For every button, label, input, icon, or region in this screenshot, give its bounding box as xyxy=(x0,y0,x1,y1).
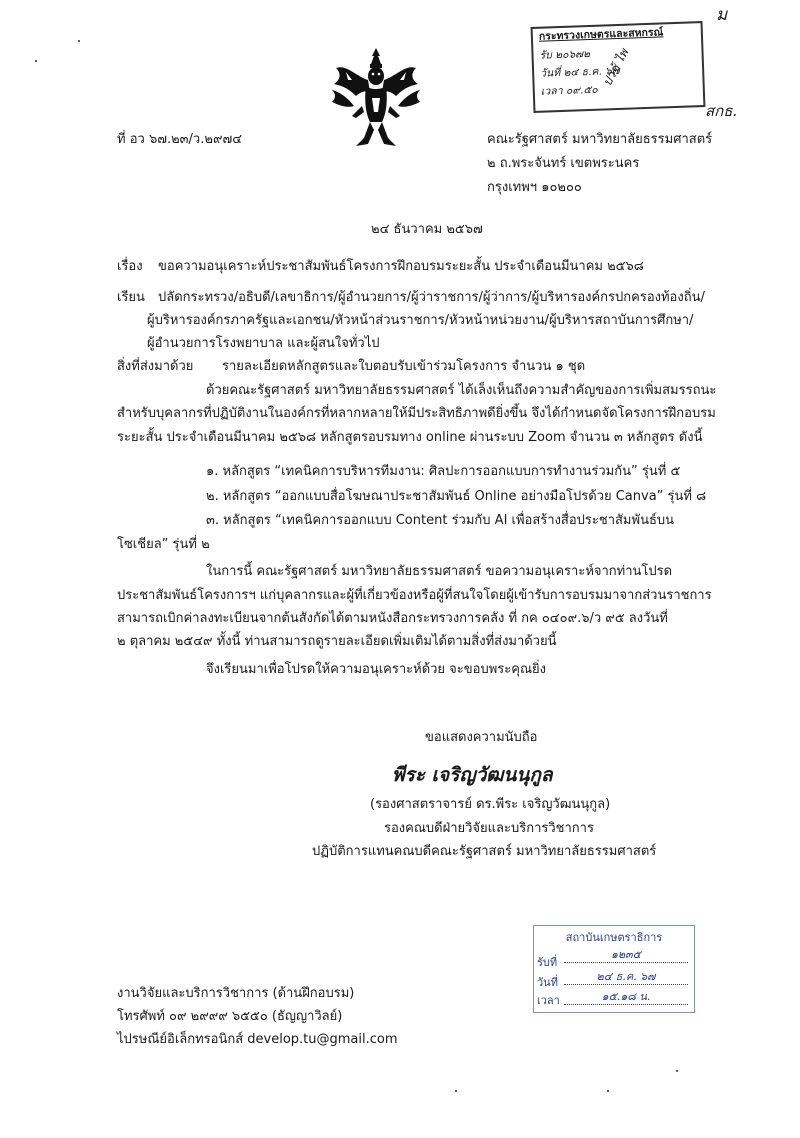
recipient-line-3: ผู้อำนวยการโรงพยาบาล และผู้สนใจทั่วไป xyxy=(147,336,380,351)
recipient-line-1: ปลัดกระทรวง/อธิบดี/เลขาธิการ/ผู้อำนวยการ/ผู้ว่าราชการ/ผู้ว่าการ/ผู้บริหารองค์กรปกครองท้องถิ่น/ xyxy=(158,290,705,305)
institute-stamp-date-value: ๒๔ ธ.ค. ๖๗ xyxy=(564,970,688,985)
paragraph-1-line-3: ระยะสั้น ประจำเดือนมีนาคม ๒๕๖๘ หลักสูตรอบรมทาง online ผ่านระบบ Zoom จำนวน ๓ หลักสูตร ดังนี้ xyxy=(117,430,703,445)
stamp-signature: ปวช้ ไพ xyxy=(600,46,632,89)
enclosure-label: สิ่งที่ส่งมาด้วย xyxy=(117,359,194,374)
institute-stamp-date-label: วันที่ xyxy=(537,976,558,989)
closing-line: จึงเรียนมาเพื่อโปรดให้ความอนุเคราะห์ด้วย จะขอบพระคุณยิ่ง xyxy=(206,662,546,677)
course-item-2: ๒. หลักสูตร “ออกแบบสื่อโฆษณาประชาสัมพันธ์ Online อย่างมือโปรด้วย Canva” รุ่นที่ ๘ xyxy=(206,489,707,504)
subject-text: ขอความอนุเคราะห์ประชาสัมพันธ์โครงการฝึกอบรมระยะสั้น ประจำเดือนมีนาคม ๒๕๖๘ xyxy=(158,259,644,274)
recipient-label: เรียน xyxy=(117,290,145,305)
paragraph-2-line-2: ประชาสัมพันธ์โครงการฯ แก่บุคลากรและผู้ที่เกี่ยวข้องหรือผู้ที่สนใจโดยผู้เข้ารับการอบรมมาจากส่วนราชการ xyxy=(117,588,712,603)
corner-handwritten-mark: ม xyxy=(716,5,728,25)
scan-speck xyxy=(35,60,37,62)
margin-handwritten-note: สกธ. xyxy=(705,102,738,120)
stamp-receive-date: วันที่ ๒๔ ธ.ค. ๖๗ xyxy=(539,64,620,80)
scan-speck xyxy=(78,40,80,42)
organization-address-line-1: ๒ ถ.พระจันทร์ เขตพระนคร xyxy=(487,156,640,171)
contact-email: ไปรษณีย์อิเล็กทรอนิกส์ develop.tu@gmail.com xyxy=(117,1032,398,1047)
institute-stamp-time-label: เวลา xyxy=(537,994,560,1007)
institute-stamp-time-value: ๑๕.๑๘ น. xyxy=(564,990,688,1005)
institute-stamp-receive-value: ๑๒๓๕ xyxy=(564,948,688,963)
signatory-name: (รองศาสตราจารย์ ดร.พีระ เจริญวัฒนนุกูล) xyxy=(370,797,611,812)
stamp-receive-number: รับ ๒๐๖๗๒ xyxy=(539,47,591,62)
paragraph-1-line-1: ด้วยคณะรัฐศาสตร์ มหาวิทยาลัยธรรมศาสตร์ ได้เล็งเห็นถึงความสำคัญของการเพิ่มสมรรถนะ xyxy=(206,383,717,398)
handwritten-signature: พีระ เจริญวัฒนนุกูล xyxy=(392,764,553,786)
enclosure-text: รายละเอียดหลักสูตรและใบตอบรับเข้าร่วมโครงการ จำนวน ๑ ชุด xyxy=(222,359,586,374)
signatory-position-1: รองคณบดีฝ่ายวิจัยและบริการวิชาการ xyxy=(384,821,594,836)
closing-regards: ขอแสดงความนับถือ xyxy=(425,730,538,745)
scan-speck xyxy=(607,1090,609,1092)
paragraph-2-line-3: สามารถเบิกค่าลงทะเบียนจากต้นสังกัดได้ตามหนังสือกระทรวงการคลัง ที่ กค ๐๔๐๙.๖/ว ๙๕ ลงวันที่ xyxy=(117,611,668,626)
garuda-emblem xyxy=(326,46,426,154)
organization-name: คณะรัฐศาสตร์ มหาวิทยาลัยธรรมศาสตร์ xyxy=(487,132,713,147)
paragraph-2-line-4: ๒ ตุลาคม ๒๕๔๙ ทั้งนี้ ท่านสามารถดูรายละเอียดเพิ่มเติมได้ตามสิ่งที่ส่งมาด้วยนี้ xyxy=(117,634,557,649)
institute-receipt-stamp xyxy=(533,925,695,1013)
paragraph-1-line-2: สำหรับบุคลากรที่ปฏิบัติงานในองค์กรที่หลากหลายให้มีประสิทธิภาพดียิ่งขึ้น จึงได้กำหนดจัดโครงการฝึกอบรม xyxy=(117,406,716,421)
organization-address-line-2: กรุงเทพฯ ๑๐๒๐๐ xyxy=(487,180,582,195)
contact-department: งานวิจัยและบริการวิชาการ (ด้านฝึกอบรม) xyxy=(117,986,355,1001)
course-item-3-line-1: ๓. หลักสูตร “เทคนิคการออกแบบ Content ร่วมกับ AI เพื่อสร้างสื่อประชาสัมพันธ์บน xyxy=(206,513,675,528)
course-item-1: ๑. หลักสูตร “เทคนิคการบริหารทีมงาน: ศิลปะการออกแบบการทำงานร่วมกัน” รุ่นที่ ๕ xyxy=(206,464,681,479)
letter-date: ๒๔ ธันวาคม ๒๕๖๗ xyxy=(371,222,483,237)
course-item-3-line-2: โซเชียล” รุ่นที่ ๒ xyxy=(117,537,210,552)
institute-stamp-title: สถาบันเกษตราธิการ xyxy=(565,931,663,944)
contact-phone: โทรศัพท์ ๐๙ ๒๙๙๙ ๖๕๕๐ (ธัญญาวิลย์) xyxy=(117,1009,343,1024)
signatory-position-2: ปฏิบัติการแทนคณบดีคณะรัฐศาสตร์ มหาวิทยาลัยธรรมศาสตร์ xyxy=(312,844,657,859)
subject-label: เรื่อง xyxy=(117,259,143,274)
institute-stamp-receive-label: รับที่ xyxy=(537,956,558,969)
stamp-ministry-name: กระทรวงเกษตรและสหกรณ์ xyxy=(538,26,664,43)
scan-speck xyxy=(455,1090,457,1092)
recipient-line-2: ผู้บริหารองค์กรภาครัฐและเอกชน/หัวหน้าส่วนราชการ/หัวหน้าหน่วยงาน/ผู้บริหารสถาบันการศึกษา/ xyxy=(147,313,694,328)
scan-speck xyxy=(676,1070,678,1072)
reference-number: ที่ อว ๖๗.๒๓/ว.๒๙๗๔ xyxy=(117,132,243,147)
paragraph-2-line-1: ในการนี้ คณะรัฐศาสตร์ มหาวิทยาลัยธรรมศาสตร์ ขอความอนุเคราะห์จากท่านโปรด xyxy=(206,564,673,579)
stamp-receive-time: เวลา ๐๙.๕๐ xyxy=(540,83,598,98)
